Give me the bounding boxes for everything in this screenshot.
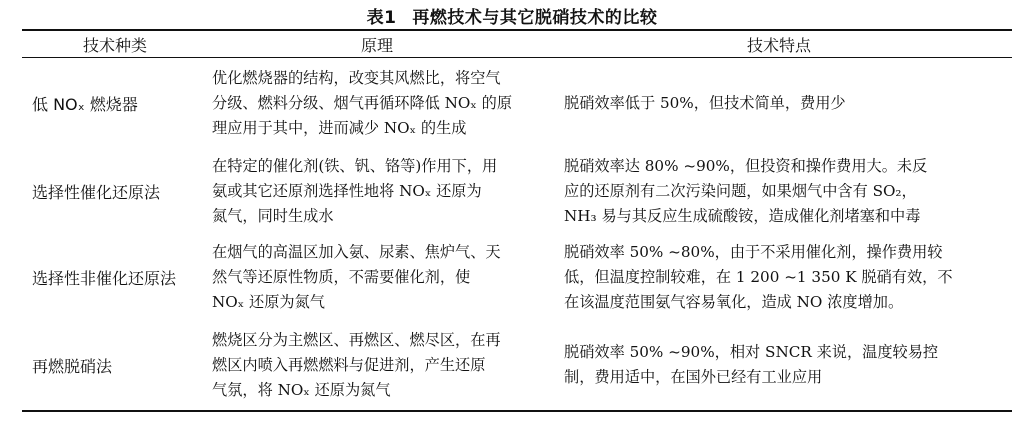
principle-text: 优化燃烧器的结构，改变其风燃比，将空气 分级、燃料分级、烟气再循环降低 NOₓ 的原 理应用于其中，进而减少 NOₓ 的生成 [212,68,513,137]
principle-text: 燃烧区分为主燃区、再燃区、燃尽区，在再 燃区内喷入再燃燃料与促进剂，产生还原 气氛，将 NOₓ 还原为氮气 [212,330,501,399]
feature-text: 脱硝效率低于 50%，但技术简单，费用少 [564,93,846,112]
header-principle: 原理 [360,35,393,55]
feature-cell [546,234,1012,320]
feature-cell [546,58,1012,148]
table-row [22,234,1012,320]
table-header-row [22,31,1012,58]
principle-cell [208,320,546,410]
feature-cell [546,148,1012,234]
feature-cell [546,320,1012,410]
technology-type-cell: 低 NOₓ 燃烧器 [32,94,138,114]
table-row [22,58,1012,148]
feature-text: 脱硝效率 50% ~90%，相对 SNCR 来说，温度较易控 制，费用适中，在国外已经有工业应用 [564,343,939,386]
table-title: 再燃技术与其它脱硝技术的比较 [412,7,658,28]
principle-cell [208,234,546,320]
feature-text: 脱硝效率 50% ~80%，由于不采用催化剂，操作费用较 低，但温度控制较难，在 1 200 ~1 350 K 脱硝有效，不 在该温度范围氨气容易氧化，造成 NO 浓度增加。 [564,242,953,311]
table-row [22,148,1012,234]
table-caption [0,2,1024,28]
header-technology-type: 技术种类 [82,35,147,55]
principle-cell [208,148,546,234]
principle-cell [208,58,546,148]
technology-type-cell: 选择性催化还原法 [32,182,161,202]
table-row [22,320,1012,410]
feature-text: 脱硝效率达 80% ~90%，但投资和操作费用大。未反 应的还原剂有二次污染问题，如果烟气中含有 SO₂， NH₃ 易与其反应生成硫酸铵，造成催化剂堵塞和中毒 [564,156,928,225]
comparison-table [22,29,1012,412]
technology-type-cell: 再燃脱硝法 [32,356,113,376]
table-number: 表1 [366,7,397,28]
principle-text: 在烟气的高温区加入氨、尿素、焦炉气、天 然气等还原性物质，不需要催化剂，使 NOₓ 还原为氮气 [212,242,501,311]
header-features: 技术特点 [746,35,811,55]
principle-text: 在特定的催化剂(铁、钒、铬等)作用下，用 氨或其它还原剂选择性地将 NOₓ 还原为 氮气，同时生成水 [212,156,498,225]
technology-type-cell: 选择性非催化还原法 [32,268,177,288]
